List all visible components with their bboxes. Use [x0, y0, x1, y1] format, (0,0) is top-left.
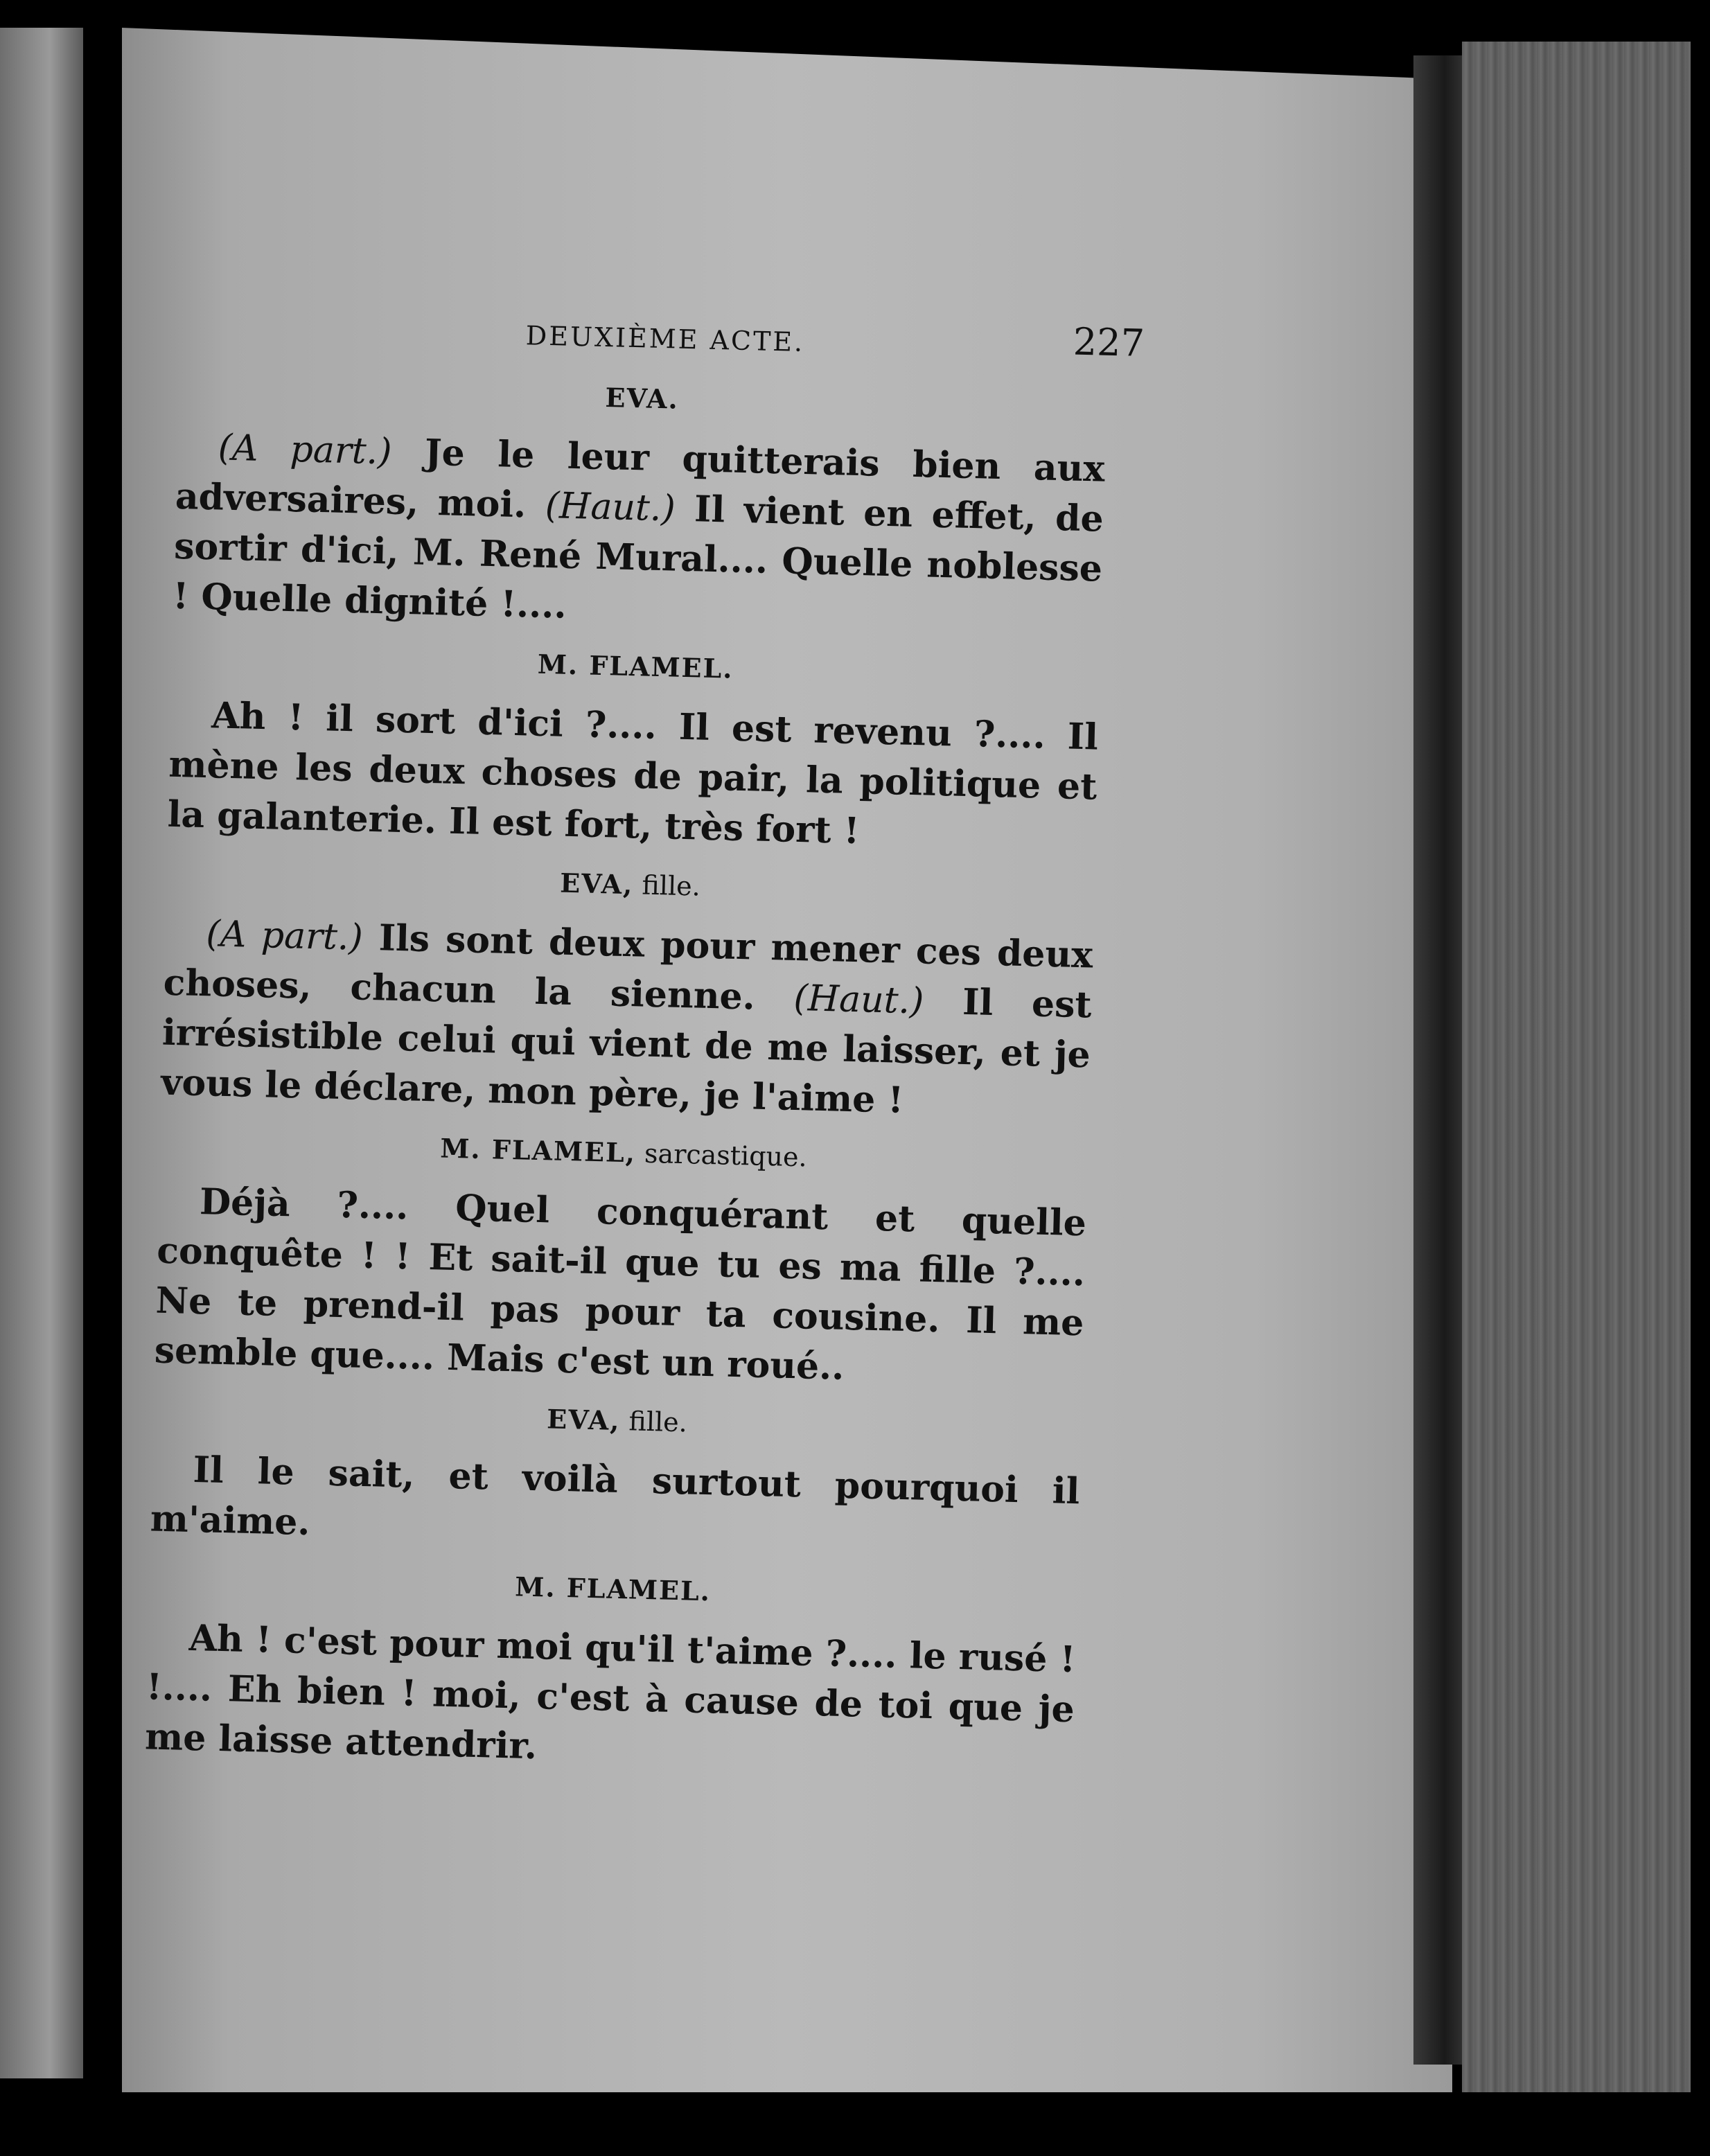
speaker-name: [159, 1126, 1088, 1180]
speech-paragraph: [144, 1612, 1076, 1785]
speech-paragraph: [154, 1176, 1087, 1399]
facing-page-edge: [0, 28, 83, 2078]
speech-text: Il vient en effet, de sortir d'ici, M. René Mural.... Quelle noblesse ! Quelle dignité !....: [172, 487, 1104, 627]
speech-text: Ils sont deux pour mener ces deux choses, chacun la sienne.: [163, 916, 1093, 1019]
running-title: DEUXIÈME ACTE.: [525, 320, 805, 358]
dialogue: [144, 371, 1107, 1785]
speaker-name: [152, 1394, 1082, 1448]
speaker-name: [166, 858, 1095, 912]
stage-direction: (Haut.): [545, 484, 676, 530]
speech-text: Ah ! il sort d'ici ?.... Il est revenu ?.... Il mène les deux choses de pair, la politique et la galanterie. Il est fort, très fort !: [167, 694, 1099, 853]
speaker-note: sarcastique.: [635, 1138, 808, 1173]
speech-paragraph: [150, 1444, 1080, 1567]
page-text: [144, 298, 1145, 1785]
speaker-label: M. FLAMEL,: [439, 1132, 637, 1169]
stage-direction: (A part.): [217, 427, 393, 473]
speech-paragraph: [173, 422, 1106, 644]
stage-direction: (Haut.): [793, 977, 925, 1023]
speaker-note: fille.: [633, 869, 701, 902]
speaker-label: M. FLAMEL.: [514, 1571, 712, 1607]
speaker-label: EVA,: [559, 867, 635, 901]
speaker-name: [148, 1562, 1077, 1616]
speech-paragraph: [167, 690, 1099, 863]
speaker-name: [171, 639, 1100, 693]
speech-text: Il le sait, et voilà surtout pourquoi il m'aime.: [150, 1448, 1081, 1544]
page-number: 227: [1073, 319, 1145, 366]
speech-text: Déjà ?.... Quel conquérant et quelle conquête ! ! Et sait-il que tu es ma fille ?.... Ne te prend-il pas pour ta cousine. Il me semble que.... Mais c'est un roué..: [154, 1181, 1087, 1388]
stage-direction: (A part.): [205, 913, 364, 959]
speaker-name: [177, 371, 1107, 425]
speech-text: Ah ! c'est pour moi qu'il t'aime ?.... le rusé ! !.... Eh bien ! moi, c'est à cause de toi que je me laisse attendrir.: [144, 1616, 1077, 1768]
speaker-label: M. FLAMEL.: [537, 648, 734, 684]
speaker-label: EVA.: [605, 382, 680, 415]
speech-text: Je le leur quitterais bien aux adversaires, moi.: [175, 430, 1106, 527]
page-stack-edge: [1462, 42, 1691, 2092]
speech-text: Il est irrésistible celui qui vient de me laisser, et je vous le déclare, mon père, je l'aime !: [160, 980, 1093, 1122]
speaker-label: EVA,: [546, 1403, 622, 1437]
speaker-note: fille.: [620, 1406, 688, 1438]
speech-paragraph: [160, 908, 1093, 1131]
